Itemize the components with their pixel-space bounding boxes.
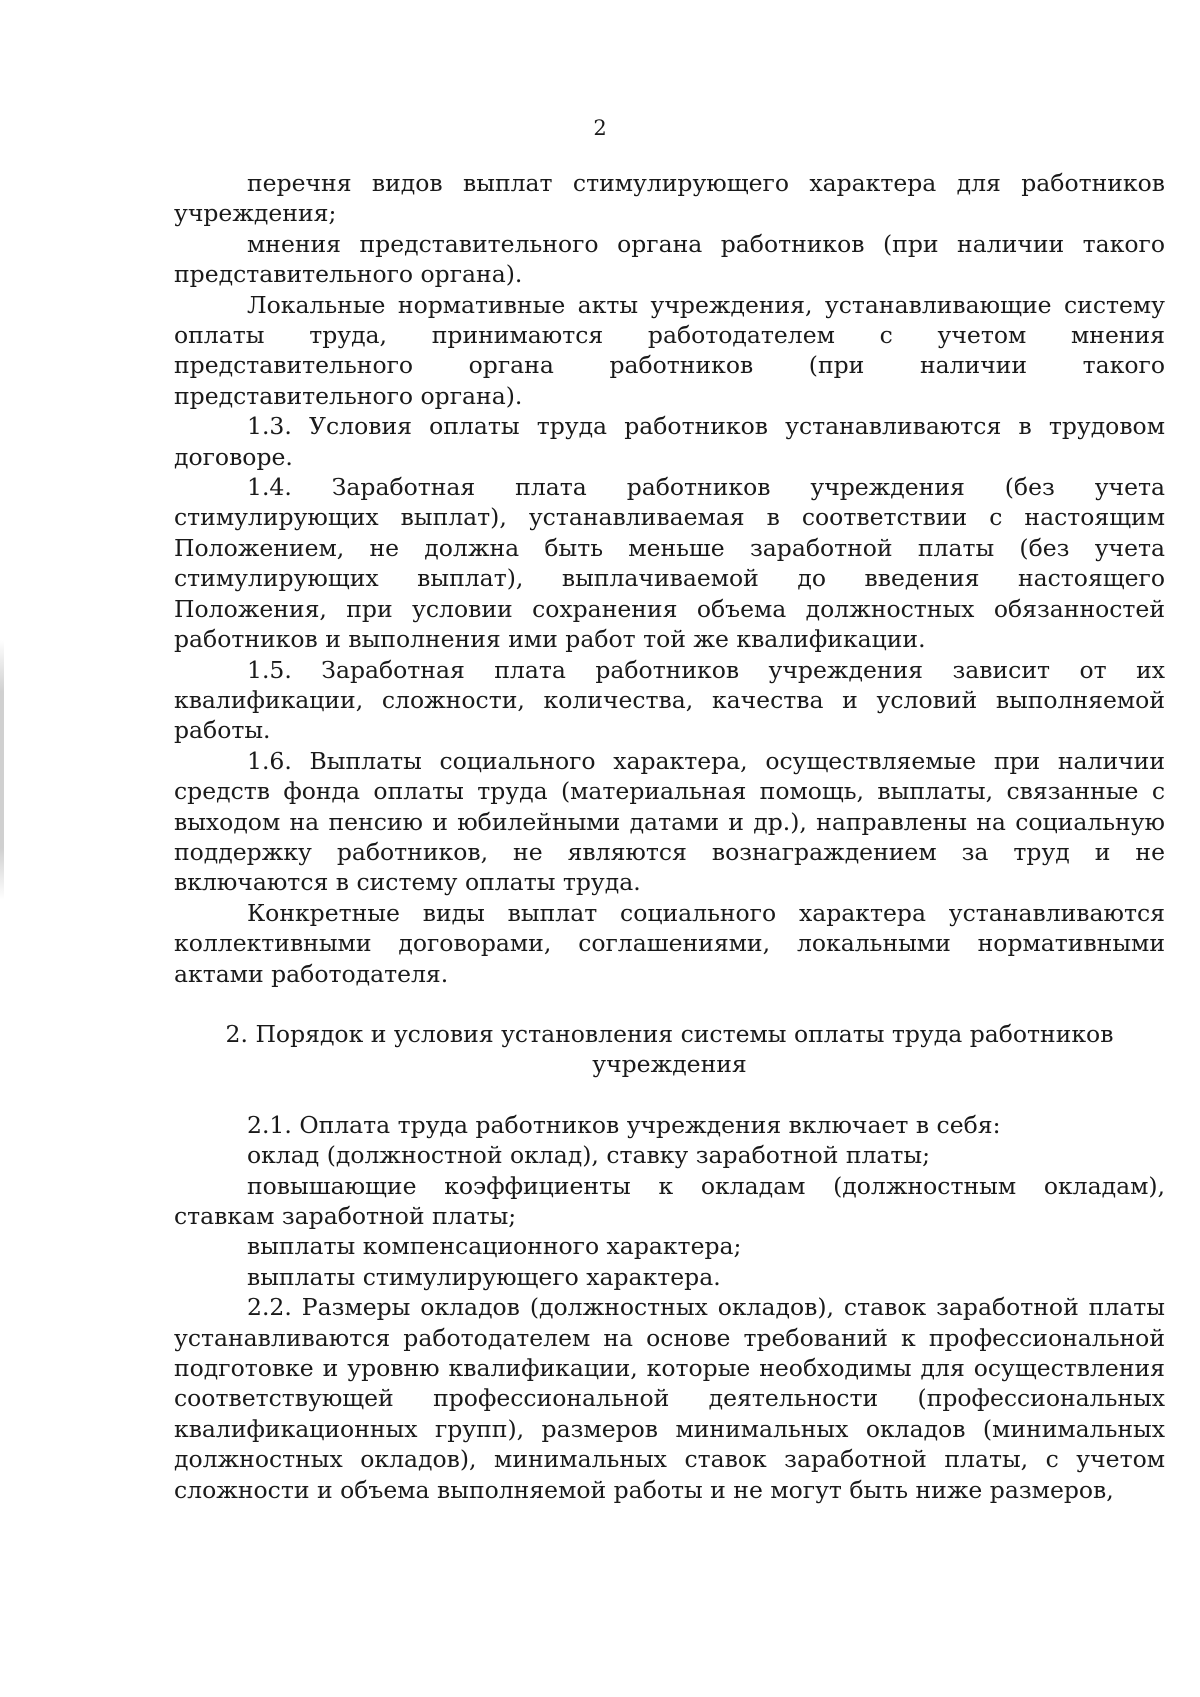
- scan-edge-shadow: [0, 640, 4, 900]
- list-item: выплаты стимулирующего характера.: [247, 1262, 721, 1291]
- paragraph-1-5: 1.5. Заработная плата работников учреждения зависит от их квалификации, сложности, количества, качества и условий выполняемой работы.: [174, 655, 1165, 745]
- paragraph-2-2: 2.2. Размеры окладов (должностных окладов), ставок заработной платы устанавливаются работодателем на основе требований к профессиональной подготовке и уровню квалификации, которые необходимы для осуществления соответствующей профессиональной деятельности (профессиональных квалификационных групп), размеров минимальных окладов (минимальных должностных окладов), минимальных ставок заработной платы, с учетом сложности и объема выполняемой работы и не могут быть ниже размеров,: [174, 1293, 1165, 1504]
- list-item: повышающие коэффициенты к окладам (должностным окладам), ставкам заработной платы;: [174, 1171, 1165, 1230]
- paragraph-1-4: 1.4. Заработная плата работников учреждения (без учета стимулирующих выплат), устанавливаемая в соответствии с настоящим Положением, не должна быть меньше заработной платы (без учета стимулирующих выплат), выплачиваемой до введения настоящего Положения, при условии сохранения объема должностных обязанностей работников и выполнения ими работ той же квалификации.: [174, 473, 1165, 654]
- page-number: 2: [593, 116, 607, 140]
- paragraph-1-3: 1.3. Условия оплаты труда работников устанавливаются в трудовом договоре.: [174, 412, 1165, 471]
- section-heading: 2. Порядок и условия установления системы оплаты труда работников учреждения: [225, 1019, 1114, 1079]
- paragraph: Конкретные виды выплат социального характера устанавливаются коллективными договорами, соглашениями, локальными нормативными актами работодателя.: [174, 898, 1165, 988]
- list-item: выплаты компенсационного характера;: [247, 1232, 742, 1261]
- list-item: оклад (должностной оклад), ставку заработной платы;: [247, 1141, 931, 1170]
- paragraph: перечня видов выплат стимулирующего характера для работников учреждения;: [174, 169, 1165, 228]
- paragraph: мнения представительного органа работников (при наличии такого представительного органа).: [174, 229, 1165, 289]
- paragraph: Локальные нормативные акты учреждения, устанавливающие систему оплаты труда, принимаются работодателем с учетом мнения представительного органа работников (при наличии такого представительного органа).: [174, 290, 1165, 410]
- paragraph-2-1: 2.1. Оплата труда работников учреждения включает в себя:: [247, 1110, 1001, 1139]
- paragraph-1-6: 1.6. Выплаты социального характера, осуществляемые при наличии средств фонда оплаты труда (материальная помощь, выплаты, связанные с выходом на пенсию и юбилейными датами и др.), направлены на социальную поддержку работников, не являются вознаграждением за труд и не включаются в систему оплаты труда.: [174, 746, 1165, 897]
- document-body: [174, 168, 1165, 1505]
